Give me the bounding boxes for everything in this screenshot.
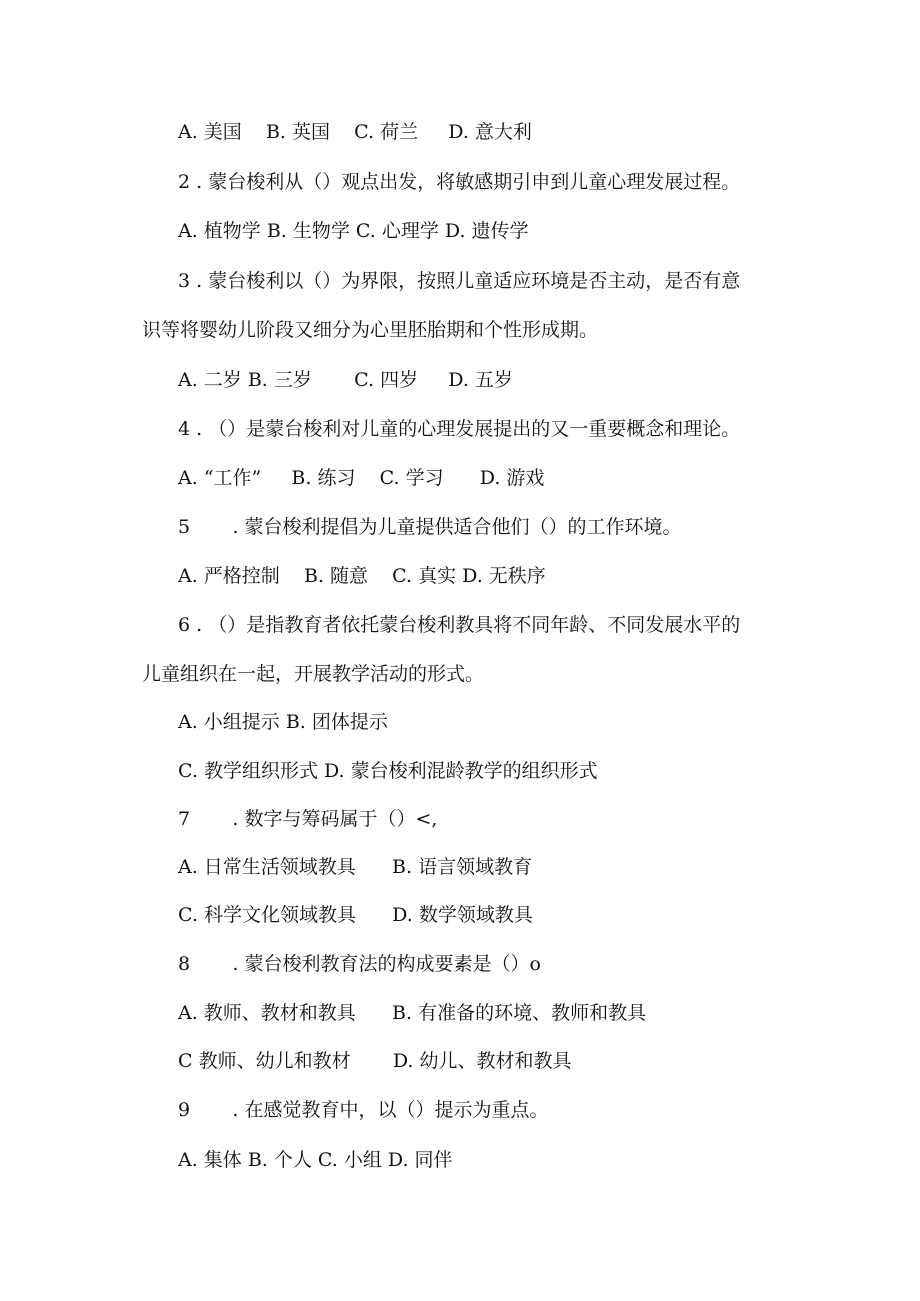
question-8: 8 . 蒙台梭利教育法的构成要素是（）o <box>178 953 541 975</box>
options-q6-row2: C. 教学组织形式 D. 蒙台梭利混龄教学的组织形式 <box>178 760 598 782</box>
options-q7-row2: C. 科学文化领域教具 D. 数学领域教具 <box>178 904 533 926</box>
question-3-continued: 识等将婴幼儿阶段又细分为心里胚胎期和个性形成期。 <box>142 319 599 341</box>
question-4: 4 . （）是蒙台梭利对儿童的心理发展提出的又一重要概念和理论。 <box>178 418 741 440</box>
options-q1: A. 美国 B. 英国 C. 荷兰 D. 意大利 <box>178 121 532 143</box>
options-q5: A. 严格控制 B. 随意 C. 真实 D. 无秩序 <box>178 565 546 587</box>
question-6-continued: 儿童组织在一起，开展教学活动的形式。 <box>142 663 485 685</box>
question-2: 2 . 蒙台梭利从（）观点出发，将敏感期引申到儿童心理发展过程。 <box>178 171 741 193</box>
options-q7-row1: A. 日常生活领域教具 B. 语言领域教育 <box>178 856 533 878</box>
question-3: 3 . 蒙台梭利以（）为界限，按照儿童适应环境是否主动，是否有意 <box>178 270 741 292</box>
question-6: 6 . （）是指教育者依托蒙台梭利教具将不同年龄、不同发展水平的 <box>178 614 741 636</box>
question-5: 5 . 蒙台梭利提倡为儿童提供适合他们（）的工作环境。 <box>178 516 682 538</box>
question-7: 7 . 数字与筹码属于（）<, <box>178 808 438 830</box>
options-q8-row1: A. 教师、教材和教具 B. 有准备的环境、教师和教具 <box>178 1002 647 1024</box>
options-q4: A. “工作” B. 练习 C. 学习 D. 游戏 <box>178 467 545 489</box>
options-q6-row1: A. 小组提示 B. 团体提示 <box>178 711 388 733</box>
question-9: 9 . 在感觉教育中，以（）提示为重点。 <box>178 1099 549 1121</box>
options-q8-row2: C 教师、幼儿和教材 D. 幼儿、教材和教具 <box>178 1050 572 1072</box>
options-q9: A. 集体 B. 个人 C. 小组 D. 同伴 <box>178 1149 453 1171</box>
options-q2: A. 植物学 B. 生物学 C. 心理学 D. 遗传学 <box>178 220 529 242</box>
options-q3: A. 二岁 B. 三岁 C. 四岁 D. 五岁 <box>178 369 513 391</box>
